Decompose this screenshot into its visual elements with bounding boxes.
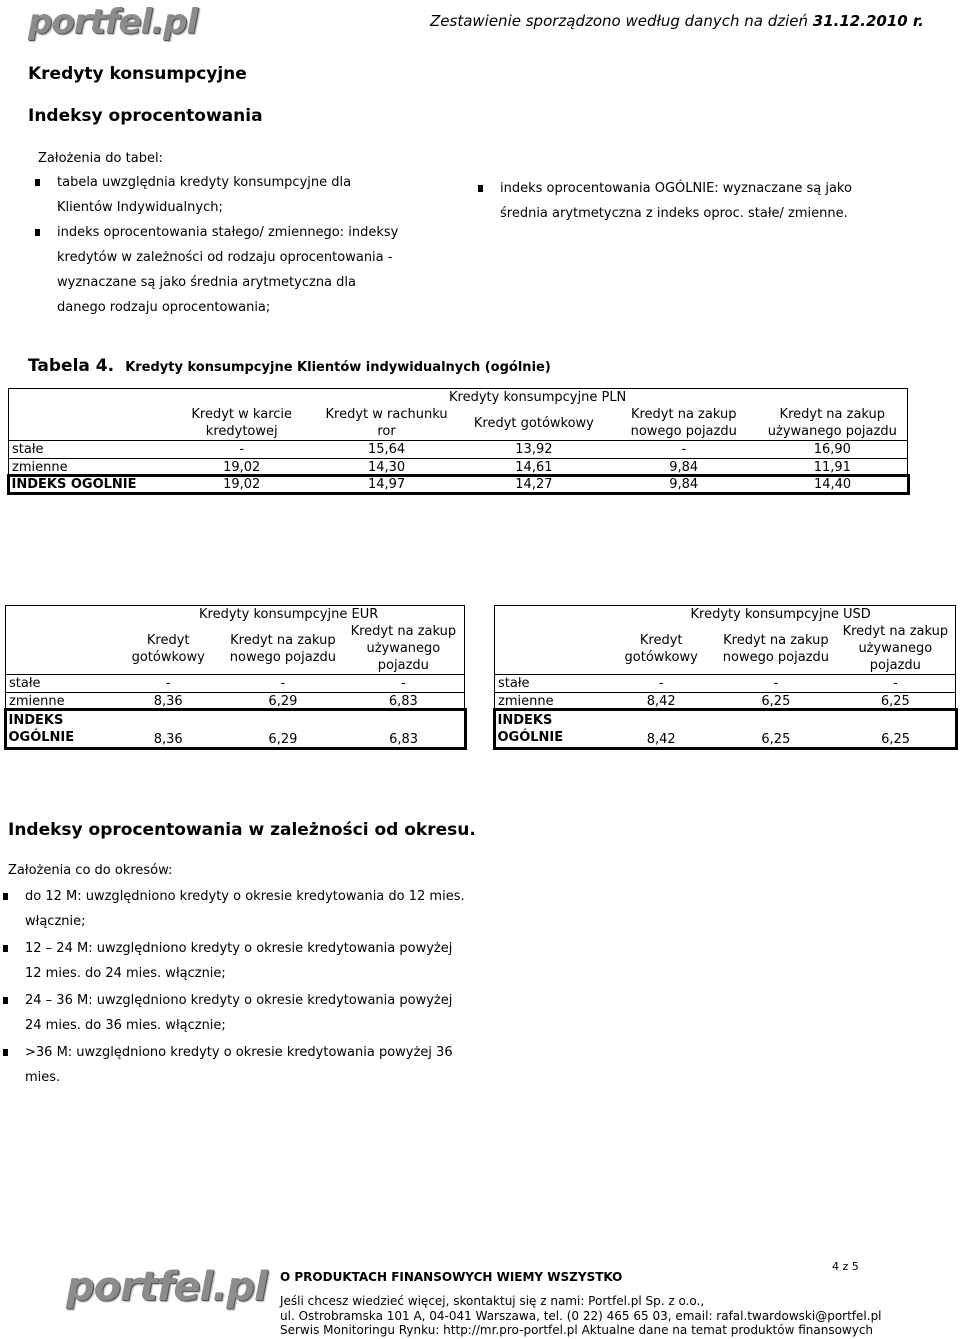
row-label: zmienne [495,693,607,711]
row-label: stałe [9,441,169,459]
table-cell: - [113,675,223,693]
logo-text: portfel.pl [28,2,198,42]
footer-logo [66,1262,267,1312]
eur-col-header: Kredyt na zakup nowego pojazdu [229,632,337,665]
eur-col-header: Kredyt gotówkowy [131,632,205,665]
header-logo [28,2,197,42]
row-label: INDEKS OGÓLNIE [11,477,137,492]
row-label: INDEKS OGÓLNIE [497,713,564,745]
table4-col-header: Kredyt w rachunku ror [325,407,448,439]
table-cell: 14,30 [315,459,458,477]
assumptions-left-list [32,170,402,320]
footer-line-1: Jeśli chcesz wiedzieć więcej, skontaktuj się z nami: Portfel.pl Sp. z o.o., [280,1294,705,1308]
table-cell: 8,36 [153,732,183,747]
table-cell: 11,91 [758,459,908,477]
table-cell: - [168,441,315,459]
footer-headline: O PRODUKTACH FINANSOWYCH WIEMY WSZYSTKO [280,1270,623,1284]
table-cell: 19,02 [223,477,261,492]
usd-group-header: Kredyty konsumpcyjne USD [606,606,955,624]
list-item: tabela uwzględnia kredyty konsumpcyjne dla Klientów Indywidualnych; [32,170,402,220]
list-item: indeks oprocentowania stałego/ zmiennego: indeksy kredytów w zależności od rodzaju oprocentowania - wyznaczane są jako średnia arytmetyczna dla danego rodzaju oprocentowania; [32,220,402,320]
list-item: indeks oprocentowania OGÓLNIE: wyznaczane są jako średnia arytmetyczna z indeks oproc. stałe/ zmienne. [475,176,855,226]
page-number: 4 z 5 [832,1260,859,1273]
page-title: Kredyty konsumpcyjne [28,64,247,84]
table-cell: - [606,675,716,693]
table4-caption-text: Kredyty konsumpcyjne Klientów indywidualnych (ogólnie) [125,360,551,375]
footer-line-3: Serwis Monitoringu Rynku: http://mr.pro-portfel.pl Aktualne dane na temat produktów finansowych [280,1323,874,1337]
table-cell: 16,90 [758,441,908,459]
periods-title: Indeksy oprocentowania w zależności od okresu. [8,820,476,840]
eur-col-header: Kredyt na zakup używanego pojazdu [343,623,465,675]
table-row-total [6,710,465,748]
table-cell: 9,84 [669,477,699,492]
table-cell: 6,29 [268,732,298,747]
table-cell: 13,92 [458,441,610,459]
table-cell: 6,25 [881,732,911,747]
table4-caption [28,356,551,376]
usd-col-header: Kredyt na zakup używanego pojazdu [836,623,956,675]
periods-heading: Założenia co do okresów: [8,863,173,878]
list-item: 24 – 36 M: uwzględniono kredyty o okresie kredytowania powyżej 24 mies. do 36 mies. włącznie; [0,988,470,1038]
table-cell: - [610,441,758,459]
table-cell: - [343,675,465,693]
table-row-total [495,710,956,748]
usd-col-header: Kredyt na zakup nowego pojazdu [722,632,830,665]
table-cell: 14,27 [515,477,553,492]
list-item: >36 M: uwzględniono kredyty o okresie kredytowania powyżej 36 mies. [0,1040,470,1090]
row-label: zmienne [9,459,169,477]
table-row [9,441,908,459]
header-note-date: 31.12.2010 r. [812,12,924,30]
table-cell: 8,42 [646,732,676,747]
table-cell: 6,83 [389,732,419,747]
assumptions-heading: Założenia do tabel: [38,151,163,166]
table-usd [494,605,956,748]
table-row-total [9,476,908,493]
row-label: INDEKS OGÓLNIE [8,713,75,745]
assumptions-right-list [475,176,855,226]
usd-col-header: Kredyt gotówkowy [624,632,698,665]
table4-caption-number: Tabela 4. [28,356,115,376]
table-cell: 6,25 [761,732,791,747]
table-row [495,675,956,693]
row-label: zmienne [6,693,114,711]
table-cell: - [223,675,343,693]
header-note [430,12,924,30]
table-cell: 6,25 [716,693,836,711]
table-cell: 6,25 [836,693,956,711]
table-cell: 14,61 [458,459,610,477]
table-cell: 6,29 [223,693,343,711]
table-cell: - [716,675,836,693]
header-note-text: Zestawienie sporządzono według danych na dzień [430,12,809,30]
table-row [9,459,908,477]
table-cell: 9,84 [610,459,758,477]
footer-line-2: ul. Ostrobramska 101 A, 04-041 Warszawa, tel. (0 22) 465 65 03, email: rafal.twardowski@portfel.pl [280,1309,882,1323]
table-cell: 15,64 [315,441,458,459]
table-row [495,693,956,711]
table4-col-header: Kredyt na zakup używanego pojazdu [758,406,908,441]
footer-logo-text: portfel.pl [66,1264,267,1310]
table-row [6,675,465,693]
list-item: do 12 M: uwzględniono kredyty o okresie kredytowania do 12 mies. włącznie; [0,884,470,934]
list-item: 12 – 24 M: uwzględniono kredyty o okresie kredytowania powyżej 12 mies. do 24 mies. włącznie; [0,936,470,986]
eur-group-header: Kredyty konsumpcyjne EUR [113,606,464,624]
table-cell: - [836,675,956,693]
table4 [8,388,908,493]
table-eur [5,605,465,748]
table-cell: 8,42 [606,693,716,711]
table4-col-header: Kredyt w karcie kredytowej [191,407,293,439]
table-cell: 14,40 [813,477,852,492]
table4-col-header: Kredyt gotówkowy [473,415,594,431]
table4-col-header: Kredyt na zakup nowego pojazdu [630,407,737,439]
table-cell: 19,02 [168,459,315,477]
periods-list [0,884,470,1090]
table-cell: 14,97 [367,477,406,492]
table-cell: 8,36 [113,693,223,711]
table-row [6,693,465,711]
row-label: stałe [6,675,114,693]
table4-group-header: Kredyty konsumpcyjne PLN [168,389,907,407]
row-label: stałe [495,675,607,693]
section-title: Indeksy oprocentowania [28,106,263,126]
table-cell: 6,83 [343,693,465,711]
